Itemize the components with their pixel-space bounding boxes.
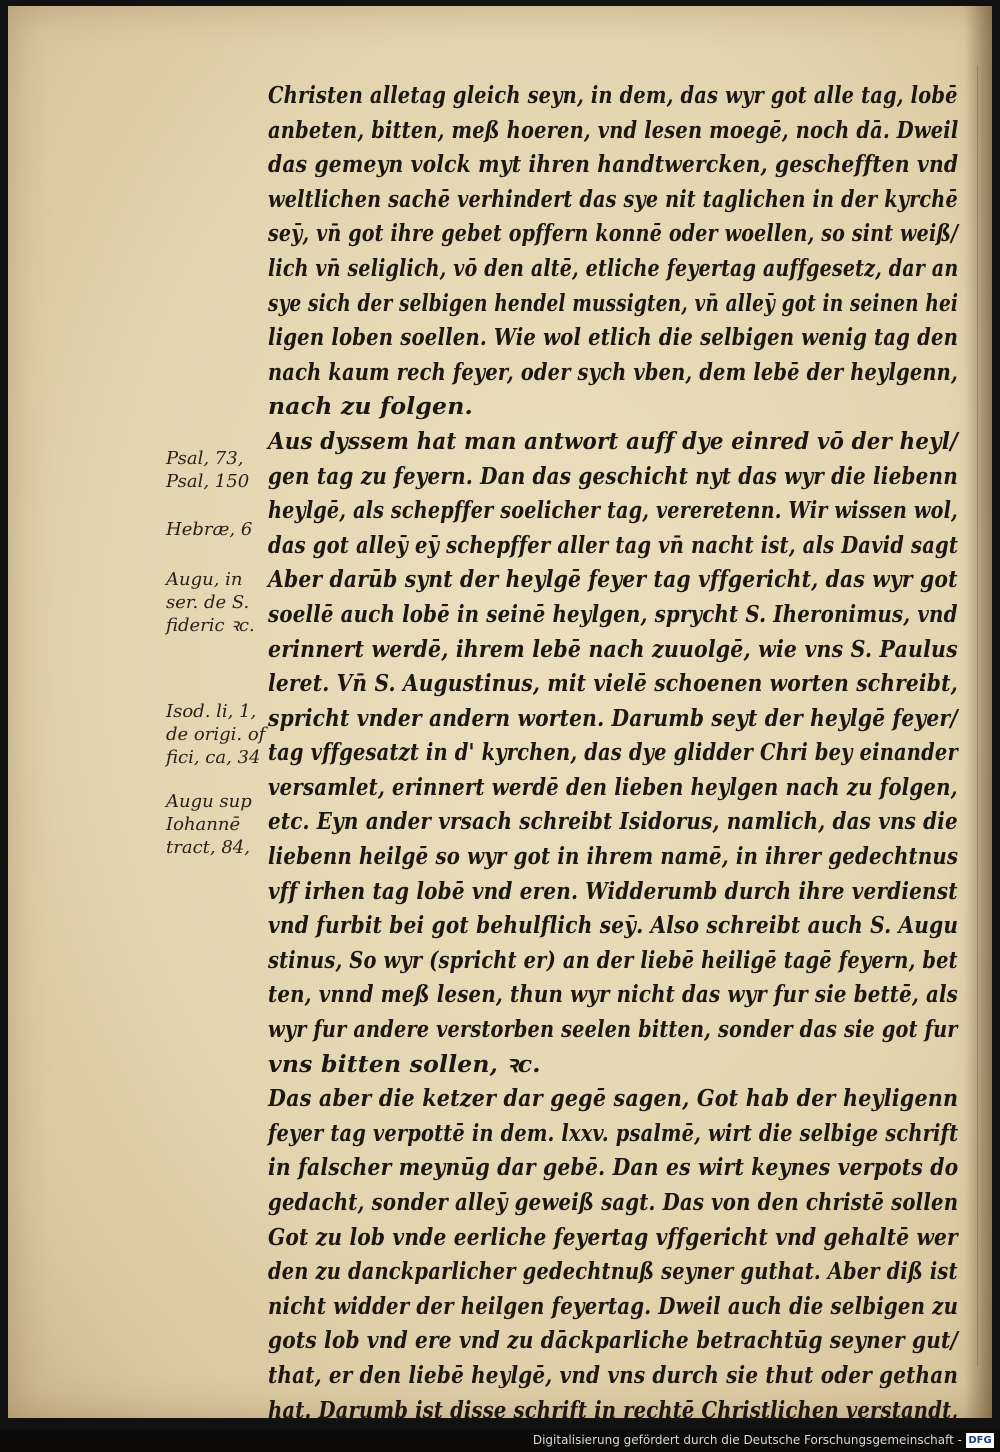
margin-note-hebrews — [166, 518, 266, 541]
margin-note-augustine-john — [166, 790, 266, 859]
text-line: hat. Darumb ist disse schrift in rechtē Christlichen verstandt, — [268, 1395, 959, 1424]
margin-note-line: ser. de S. — [166, 592, 250, 613]
text-line: Aber darūb synt der heylgē feyer tag vffgericht, das wyr got — [268, 565, 958, 594]
margin-note-line: Augu, in — [166, 569, 243, 590]
margin-note-psalm — [166, 447, 266, 493]
text-line: Aus dyssem hat man antwort auff dye einred vō der heyl/ — [268, 426, 958, 455]
body-text — [268, 78, 958, 1427]
margin-note-line: Psal, 150 — [166, 471, 250, 492]
text-line: sye sich der selbigen hendel mussigten, vn̄ alleȳ got in seinen hei — [268, 288, 959, 317]
footer-bar — [0, 1430, 1000, 1452]
text-line: vnd furbit bei got behulflich seȳ. Also schreibt auch S. Augu — [268, 911, 959, 940]
text-line: feyer tag verpottē in dem. lxxv. psalmē, wirt die selbige schrift — [268, 1118, 959, 1147]
text-line: das gemeyn volck myt ihren handtwercken, geschefften vnd — [268, 150, 959, 179]
text-line: erinnert werdē, ihrem lebē nach zuuolgē, wie vns S. Paulus — [268, 634, 958, 663]
text-line: heylgē, als schepffer soelicher tag, vereretenn. Wir wissen wol, — [268, 496, 958, 525]
text-line: that, er den liebē heylgē, vnd vns durch sie thut oder gethan — [268, 1360, 959, 1389]
margin-note-line: Augu sup — [166, 791, 252, 812]
text-line: Got zu lob vnde eerliche feyertag vffgericht vnd gehaltē wer — [268, 1222, 958, 1251]
text-line: spricht vnder andern worten. Darumb seyt der heylgē feyer/ — [268, 703, 958, 732]
text-line: etc. Eyn ander vrsach schreibt Isidorus, namlich, das vns die — [268, 807, 958, 836]
text-line: nach kaum rech feyer, oder sych vben, dem lebē der heylgenn, — [268, 357, 958, 386]
text-line: wyr fur andere verstorben seelen bitten, sonder das sie got fur — [268, 1015, 958, 1044]
text-line: das got alleȳ eȳ schepffer aller tag vn̄ nacht ist, als David sagt — [268, 530, 959, 559]
margin-note-line: fideric ꝛc. — [166, 615, 255, 636]
text-line: liebenn heilgē so wyr got in ihrem namē, in ihrer gedechtnus — [268, 842, 959, 871]
text-line: seȳ, vn̄ got ihre gebet opffern konnē oder woellen, so sint weiß/ — [268, 219, 959, 248]
margin-note-line: fici, ca, 34 — [166, 747, 261, 768]
margin-note-isidore — [166, 700, 266, 769]
text-line: versamlet, erinnert werdē den lieben heylgen nach zu folgen, — [268, 772, 958, 801]
text-line: gen tag zu feyern. Dan das geschicht nyt das wyr die liebenn — [268, 461, 958, 490]
text-line: ligen loben soellen. Wie wol etlich die selbigen wenig tag den — [268, 323, 959, 352]
page-edge — [977, 66, 986, 1366]
margin-note-line: Hebræ, 6 — [166, 519, 253, 540]
text-line: gots lob vnd ere vnd zu dāckparliche betrachtūg seyner gut/ — [268, 1326, 959, 1355]
margin-note-augustine — [166, 568, 266, 637]
margin-note-line: Iohannē — [166, 814, 241, 835]
text-line: anbeten, bitten, meß hoeren, vnd lesen moegē, noch dā. Dweil — [268, 115, 959, 144]
text-line: ten, vnnd meß lesen, thun wyr nicht das wyr fur sie bettē, als — [268, 980, 958, 1009]
text-line: in falscher meynūg dar gebē. Dan es wirt keynes verpots do — [268, 1153, 959, 1182]
text-line: vff irhen tag lobē vnd eren. Widderumb durch ihre verdienst — [268, 876, 958, 905]
text-line: soellē auch lobē in seinē heylgen, sprycht S. Iheronimus, vnd — [268, 599, 958, 628]
margin-note-line: Isod. li, 1, — [166, 701, 257, 722]
text-line: stinus, So wyr (spricht er) an der liebē heiligē tagē feyern, bet — [268, 945, 958, 974]
text-line: leret. Vn̄ S. Augustinus, mit vielē schoenen worten schreibt, — [268, 669, 958, 698]
text-line: Christen alletag gleich seyn, in dem, das wyr got alle tag, lobē — [268, 81, 958, 109]
text-line: den zu danckparlicher gedechtnuß seyner guthat. Aber diß ist — [268, 1257, 958, 1286]
text-line: nicht widder der heilgen feyertag. Dweil auch die selbigen zu — [268, 1291, 959, 1320]
margin-note-line: Psal, 73, — [166, 448, 244, 469]
funding-credit: Digitalisierung gefördert durch die Deutsche Forschungsgemeinschaft - — [532, 1433, 962, 1447]
text-line: nach zu folgen. — [268, 392, 473, 421]
text-line: vns bitten sollen, ꝛc. — [268, 1049, 541, 1078]
text-line: weltlichen sachē verhindert das sye nit taglichen in der kyrchē — [268, 184, 958, 213]
text-line: gedacht, sonder alleȳ geweiß sagt. Das von den christē sollen — [268, 1188, 959, 1216]
dfg-logo: DFG — [966, 1433, 994, 1448]
margin-note-line: tract, 84, — [166, 837, 250, 858]
text-line: lich vn̄ seliglich, vō den altē, etliche feyertag auffgesetz, dar an — [268, 253, 959, 282]
text-line: tag vffgesatzt in d' kyrchen, das dye glidder Chri bey einander — [268, 738, 958, 767]
text-line: Das aber die ketzer dar gegē sagen, Got hab der heyligenn — [268, 1084, 959, 1113]
margin-note-line: de origi. of — [166, 724, 266, 745]
